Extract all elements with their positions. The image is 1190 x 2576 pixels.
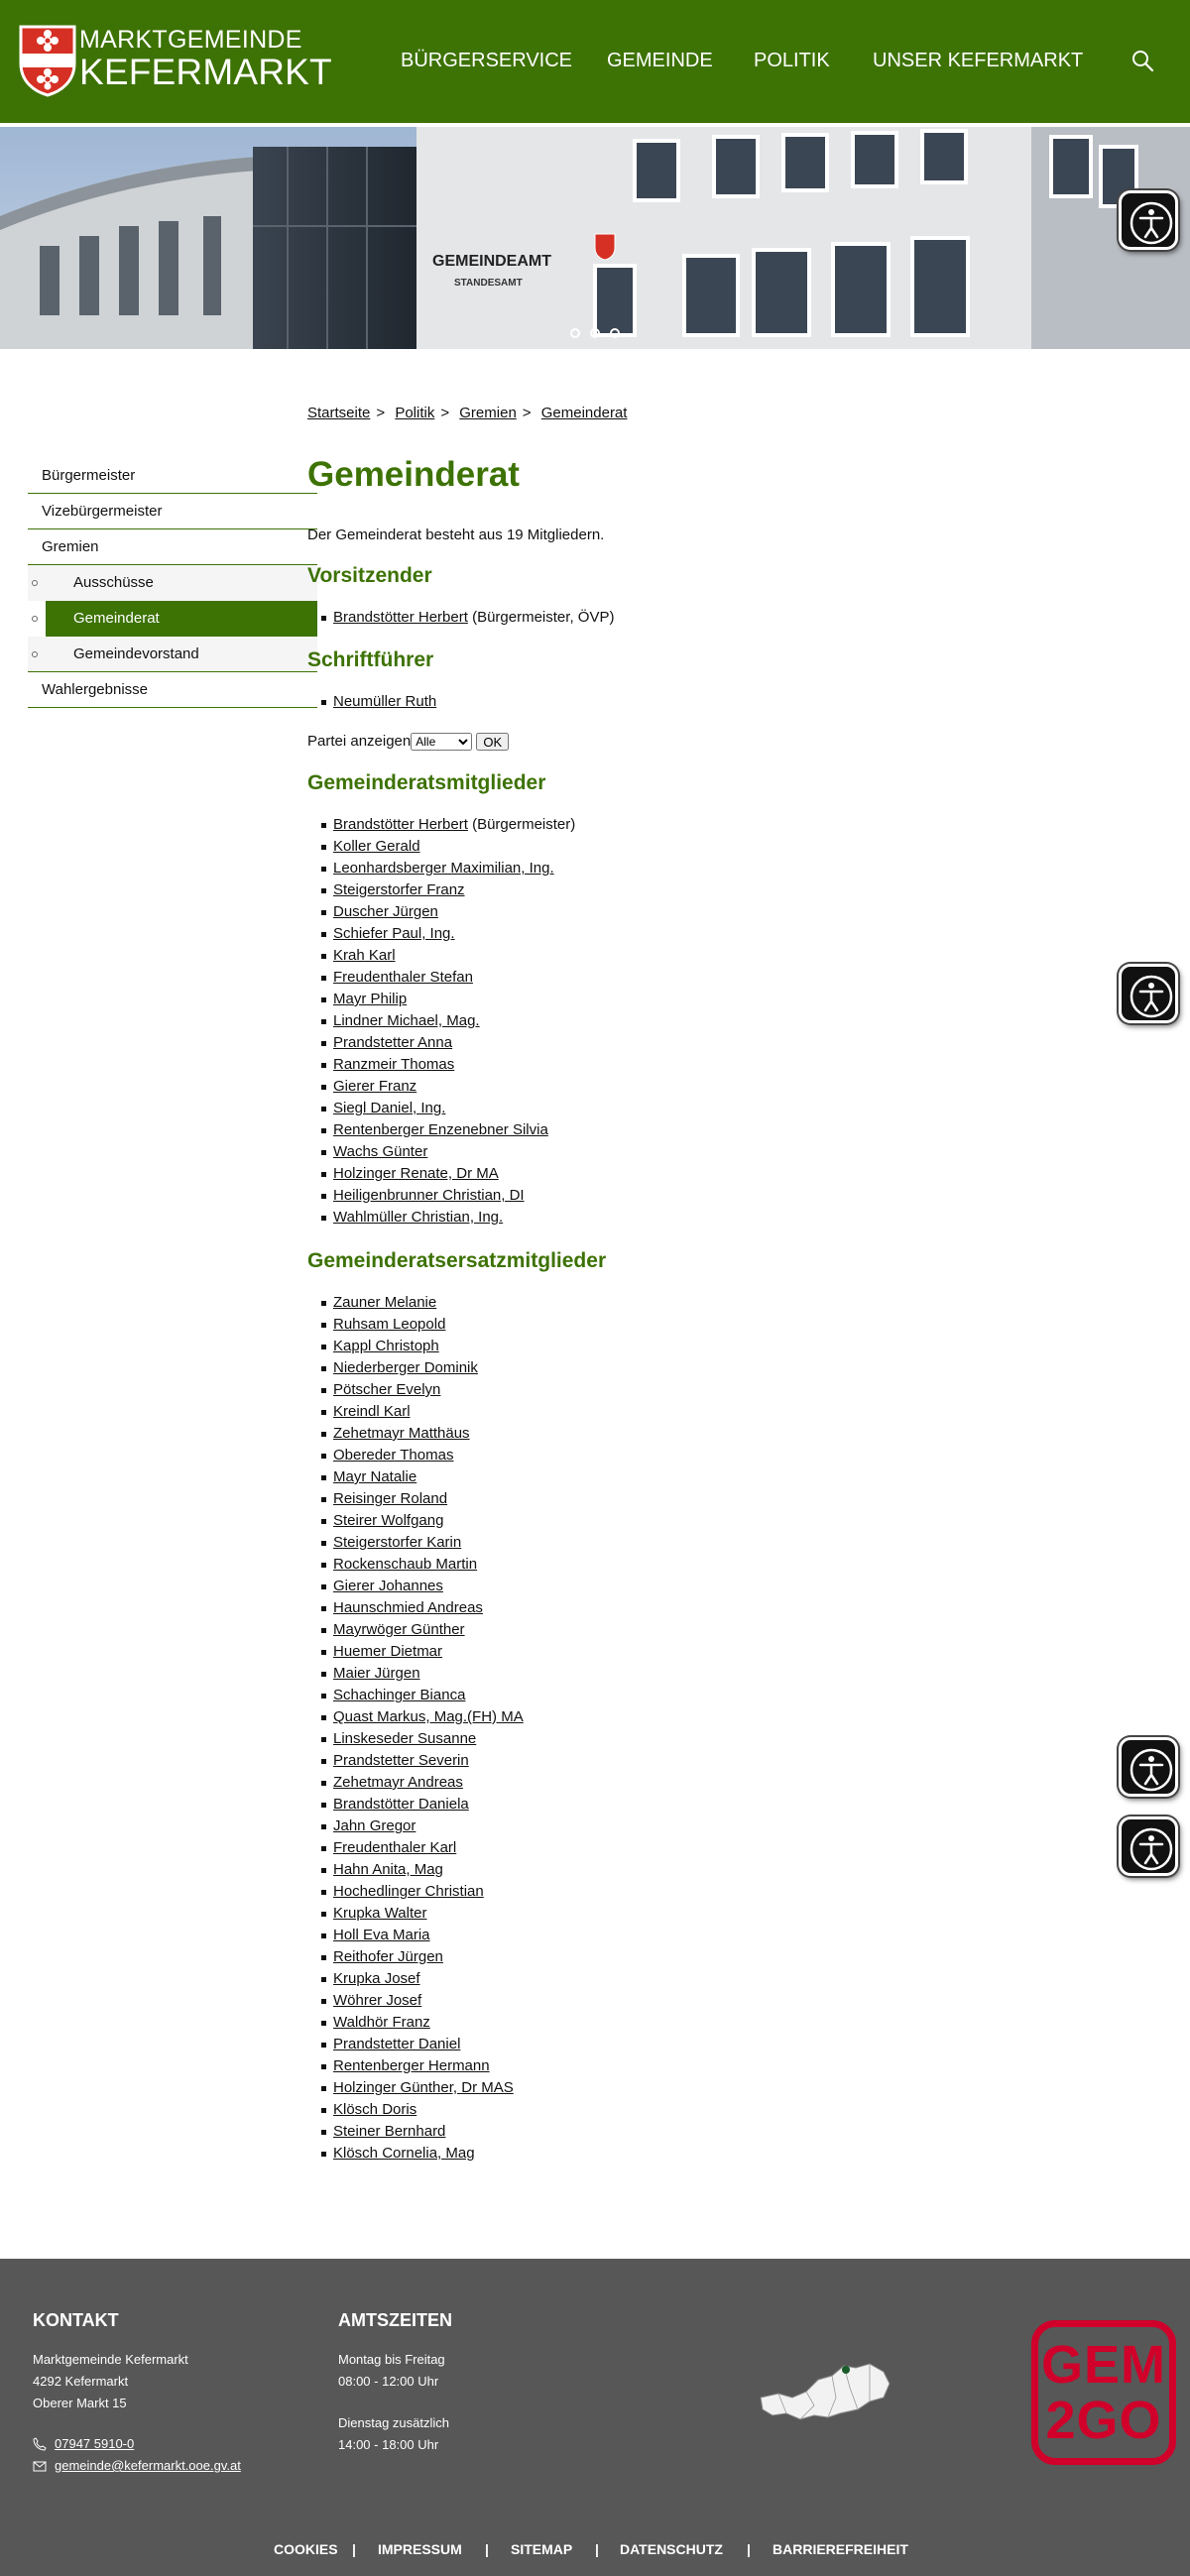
- list-item: [333, 1098, 575, 1119]
- member-link[interactable]: Ranzmeir Thomas: [333, 1056, 455, 1073]
- list-item: [333, 1292, 524, 1314]
- member-link[interactable]: Heiligenbrunner Christian, DI: [333, 1187, 525, 1204]
- member-link[interactable]: Brandstötter Daniela: [333, 1796, 469, 1813]
- member-link[interactable]: Brandstötter Herbert: [333, 816, 468, 833]
- member-link[interactable]: Holl Eva Maria: [333, 1927, 430, 1943]
- member-link[interactable]: Steigerstorfer Franz: [333, 881, 465, 898]
- list-item: [333, 1728, 524, 1750]
- sidebar-item-gremien[interactable]: [28, 529, 317, 565]
- member-link[interactable]: Prandstetter Daniel: [333, 2036, 461, 2052]
- list-item: [333, 1772, 524, 1794]
- list-item: [333, 989, 575, 1010]
- hero-sign-sub: STANDESAMT: [454, 278, 523, 289]
- list-item: [333, 1815, 524, 1837]
- hero-slider: [0, 127, 1190, 349]
- footer-contact-line: Oberer Markt 15: [33, 2396, 127, 2410]
- phone-icon: [33, 2437, 47, 2451]
- footer-email-link[interactable]: gemeinde@kefermarkt.ooe.gv.at: [55, 2458, 241, 2473]
- member-link[interactable]: Steirer Wolfgang: [333, 1512, 444, 1529]
- member-link[interactable]: Kreindl Karl: [333, 1403, 411, 1420]
- member-link[interactable]: Gierer Johannes: [333, 1578, 443, 1594]
- intro-text: Der Gemeinderat besteht aus 19 Mitgliedern.: [307, 527, 605, 543]
- footer-link-separator: |: [595, 2541, 599, 2557]
- member-link[interactable]: Reithofer Jürgen: [333, 1948, 443, 1965]
- accessibility-icon: [1129, 200, 1174, 246]
- member-link[interactable]: Klösch Doris: [333, 2101, 417, 2118]
- accessibility-button[interactable]: [1119, 964, 1178, 1023]
- list-item: [333, 2077, 524, 2099]
- member-link[interactable]: Quast Markus, Mag.(FH) MA: [333, 1708, 524, 1725]
- list-item: [333, 1925, 524, 1946]
- list-item: [333, 691, 436, 713]
- member-link[interactable]: Duscher Jürgen: [333, 903, 438, 920]
- austria-map-icon[interactable]: [759, 2358, 892, 2427]
- sidebar-item-label: Bürgermeister: [42, 467, 136, 484]
- section-heading-vorsitzender: Vorsitzender: [307, 564, 432, 587]
- member-link[interactable]: Mayr Philip: [333, 991, 408, 1007]
- list-item: [333, 1750, 524, 1772]
- circle-bullet-icon: [32, 616, 38, 622]
- footer-link-sitemap[interactable]: SITEMAP: [511, 2541, 573, 2557]
- footer-phone-link[interactable]: 07947 5910-0: [55, 2436, 135, 2451]
- member-link[interactable]: Holzinger Renate, Dr MA: [333, 1165, 499, 1182]
- list-item: [333, 1576, 524, 1597]
- hero-sign-main: GEMEINDEAMT: [432, 253, 551, 270]
- list-item: [333, 1314, 524, 1336]
- list-item: [333, 1903, 524, 1925]
- list-item: [333, 1445, 524, 1466]
- section-heading-schriftfuehrer: Schriftführer: [307, 648, 434, 671]
- member-link[interactable]: Linskeseder Susanne: [333, 1730, 477, 1747]
- member-link[interactable]: Prandstetter Anna: [333, 1034, 453, 1051]
- breadcrumb-politik[interactable]: Politik: [395, 405, 435, 421]
- member-link[interactable]: Huemer Dietmar: [333, 1643, 443, 1660]
- list-item: [333, 836, 575, 858]
- member-link[interactable]: Rentenberger Hermann: [333, 2057, 490, 2074]
- sidebar-item-label: Vizebürgermeister: [42, 503, 163, 520]
- member-link[interactable]: Steigerstorfer Karin: [333, 1534, 462, 1551]
- nav-gemeinde[interactable]: GEMEINDE: [607, 50, 713, 71]
- member-link[interactable]: Haunschmied Andreas: [333, 1599, 483, 1616]
- list-item: [333, 858, 575, 879]
- chair-list: [333, 607, 614, 629]
- member-link[interactable]: Schachinger Bianca: [333, 1687, 466, 1703]
- list-item: [333, 1423, 524, 1445]
- list-item: [333, 1379, 524, 1401]
- member-link[interactable]: Maier Jürgen: [333, 1665, 420, 1682]
- footer-link-cookies[interactable]: COOKIES: [274, 2541, 338, 2557]
- breadcrumb: [307, 405, 627, 421]
- gem2go-logo[interactable]: [1031, 2320, 1176, 2465]
- sidebar-item-label: Wahlergebnisse: [42, 681, 148, 698]
- main-navigation: [0, 50, 1190, 79]
- sidebar-subitem-gemeindevorstand[interactable]: [28, 637, 317, 672]
- member-note: (Bürgermeister, ÖVP): [467, 609, 615, 626]
- gem2go-logo-text: 2GO: [1045, 2391, 1162, 2450]
- member-link[interactable]: Freudenthaler Stefan: [333, 969, 473, 986]
- accessibility-button[interactable]: [1119, 1737, 1178, 1797]
- member-link[interactable]: Rockenschaub Martin: [333, 1556, 478, 1573]
- member-link[interactable]: Rentenberger Enzenebner Silvia: [333, 1121, 548, 1138]
- footer-link-datenschutz[interactable]: DATENSCHUTZ: [620, 2541, 723, 2557]
- list-item: [333, 1990, 524, 2012]
- footer-contact-heading: KONTAKT: [33, 2310, 119, 2330]
- gem2go-logo-text: GEM: [1040, 2335, 1166, 2395]
- accessibility-icon: [1129, 1747, 1174, 1793]
- member-link[interactable]: Zauner Melanie: [333, 1294, 437, 1311]
- member-link[interactable]: Neumüller Ruth: [333, 693, 437, 710]
- list-item: [333, 1357, 524, 1379]
- accessibility-button[interactable]: [1119, 1816, 1178, 1876]
- filter-ok-button[interactable]: OK: [476, 733, 509, 751]
- member-link[interactable]: Pötscher Evelyn: [333, 1381, 441, 1398]
- brand-title-top[interactable]: MARKTGEMEINDE: [79, 26, 302, 54]
- list-item: [333, 1207, 575, 1229]
- slider-dot-3[interactable]: [610, 328, 620, 338]
- member-link[interactable]: Wöhrer Josef: [333, 1992, 422, 2009]
- list-item: [333, 1488, 524, 1510]
- list-item: [333, 1532, 524, 1554]
- list-item: [333, 1706, 524, 1728]
- site-footer: [0, 2259, 1190, 2576]
- member-link[interactable]: Steiner Bernhard: [333, 2123, 446, 2140]
- list-item: [333, 1685, 524, 1706]
- member-link[interactable]: Wachs Günter: [333, 1143, 428, 1160]
- members-list: [333, 814, 575, 1229]
- member-link[interactable]: Prandstetter Severin: [333, 1752, 469, 1769]
- party-filter-label: Partei anzeigen: [307, 733, 412, 750]
- list-item: [333, 607, 614, 629]
- list-item: [333, 1837, 524, 1859]
- member-link[interactable]: Leonhardsberger Maximilian, Ing.: [333, 860, 554, 877]
- list-item: [333, 1141, 575, 1163]
- list-item: [333, 2099, 524, 2121]
- list-item: [333, 945, 575, 967]
- list-item: [333, 2143, 524, 2165]
- member-note: (Bürgermeister): [467, 816, 576, 833]
- member-link[interactable]: Ruhsam Leopold: [333, 1316, 446, 1333]
- member-link[interactable]: Mayrwöger Günther: [333, 1621, 465, 1638]
- section-heading-ersatzmitglieder: Gemeinderatsersatzmitglieder: [307, 1249, 607, 1272]
- nav-politik[interactable]: POLITIK: [754, 50, 830, 71]
- breadcrumb-separator: >: [522, 405, 532, 421]
- member-link[interactable]: Siegl Daniel, Ing.: [333, 1100, 446, 1116]
- list-item: [333, 2034, 524, 2055]
- sidebar-item-label: Ausschüsse: [73, 574, 154, 591]
- breadcrumb-gremien[interactable]: Gremien: [459, 405, 517, 421]
- footer-hours-heading: AMTSZEITEN: [338, 2310, 452, 2330]
- member-link[interactable]: Krupka Walter: [333, 1905, 427, 1922]
- list-item: [333, 1119, 575, 1141]
- list-item: [333, 967, 575, 989]
- sidebar-item-label: Gremien: [42, 538, 99, 555]
- sidebar-item-label: Gemeindevorstand: [73, 645, 199, 662]
- footer-contact-line: Marktgemeinde Kefermarkt: [33, 2352, 188, 2367]
- sidebar-nav: [28, 458, 317, 708]
- party-select[interactable]: [411, 733, 472, 751]
- nav-buergerservice[interactable]: BÜRGERSERVICE: [401, 50, 573, 71]
- footer-link-separator: |: [747, 2541, 751, 2557]
- footer-link-separator: |: [352, 2541, 356, 2557]
- search-icon[interactable]: [1130, 49, 1154, 72]
- list-item: [333, 1663, 524, 1685]
- list-item: [333, 1163, 575, 1185]
- member-link[interactable]: Reisinger Roland: [333, 1490, 448, 1507]
- list-item: [333, 1076, 575, 1098]
- list-item: [333, 901, 575, 923]
- member-link[interactable]: Krupka Josef: [333, 1970, 420, 1987]
- footer-contact-line: 4292 Kefermarkt: [33, 2374, 129, 2389]
- footer-hours-line: 08:00 - 12:00 Uhr: [338, 2374, 439, 2389]
- list-item: [333, 1032, 575, 1054]
- member-link[interactable]: Krah Karl: [333, 947, 396, 964]
- list-item: [333, 2121, 524, 2143]
- list-item: [333, 1619, 524, 1641]
- member-link[interactable]: Freudenthaler Karl: [333, 1839, 457, 1856]
- section-heading-mitglieder: Gemeinderatsmitglieder: [307, 771, 546, 794]
- footer-hours-line: Dienstag zusätzlich: [338, 2415, 449, 2430]
- list-item: [333, 1859, 524, 1881]
- list-item: [333, 1185, 575, 1207]
- member-link[interactable]: Wahlmüller Christian, Ing.: [333, 1209, 504, 1226]
- sidebar-item-wahlergebnisse[interactable]: [28, 672, 317, 708]
- footer-link-separator: |: [485, 2541, 489, 2557]
- member-link[interactable]: Koller Gerald: [333, 838, 420, 855]
- member-link[interactable]: Klösch Cornelia, Mag: [333, 2145, 475, 2162]
- member-link[interactable]: Mayr Natalie: [333, 1468, 417, 1485]
- member-link[interactable]: Lindner Michael, Mag.: [333, 1012, 480, 1029]
- footer-hours-line: 14:00 - 18:00 Uhr: [338, 2437, 439, 2452]
- sidebar-item-label: Gemeinderat: [73, 610, 160, 627]
- nav-unser-kefermarkt[interactable]: UNSER KEFERMARKT: [873, 50, 1084, 71]
- secretary-list: [333, 691, 436, 713]
- sidebar-item-vizebuergermeister[interactable]: [28, 494, 317, 529]
- member-link[interactable]: Jahn Gregor: [333, 1817, 416, 1834]
- member-link[interactable]: Zehetmayr Matthäus: [333, 1425, 470, 1442]
- circle-bullet-icon: [32, 580, 38, 586]
- brand-title-bottom[interactable]: KEFERMARKT: [79, 52, 332, 92]
- hero-image: [0, 127, 1190, 349]
- page-title: Gemeinderat: [307, 455, 520, 494]
- member-link[interactable]: Brandstötter Herbert: [333, 609, 468, 626]
- member-link[interactable]: Niederberger Dominik: [333, 1359, 478, 1376]
- sidebar-item-buergermeister[interactable]: [28, 458, 317, 494]
- mail-icon: [33, 2459, 47, 2473]
- list-item: [333, 1466, 524, 1488]
- accessibility-button[interactable]: [1119, 190, 1178, 250]
- list-item: [333, 1946, 524, 1968]
- list-item: [333, 1054, 575, 1076]
- list-item: [333, 923, 575, 945]
- footer-bottom-links: [0, 2541, 1190, 2561]
- accessibility-icon: [1129, 1826, 1174, 1872]
- list-item: [333, 1881, 524, 1903]
- list-item: [333, 1641, 524, 1663]
- list-item: [333, 1968, 524, 1990]
- list-item: [333, 1336, 524, 1357]
- member-link[interactable]: Hochedlinger Christian: [333, 1883, 484, 1900]
- member-link[interactable]: Obereder Thomas: [333, 1447, 454, 1464]
- member-link[interactable]: Schiefer Paul, Ing.: [333, 925, 455, 942]
- accessibility-icon: [1129, 974, 1174, 1019]
- site-header: [0, 0, 1190, 123]
- list-item: [333, 1554, 524, 1576]
- list-item: [333, 879, 575, 901]
- sidebar-subitem-ausschuesse[interactable]: [28, 565, 317, 601]
- footer-hours-line: Montag bis Freitag: [338, 2352, 445, 2367]
- sidebar-subitem-gemeinderat[interactable]: [46, 601, 317, 637]
- member-link[interactable]: Hahn Anita, Mag: [333, 1861, 443, 1878]
- footer-link-barrierefreiheit[interactable]: BARRIEREFREIHEIT: [773, 2541, 908, 2557]
- list-item: [333, 2055, 524, 2077]
- slider-dot-2[interactable]: [590, 328, 600, 338]
- footer-link-impressum[interactable]: IMPRESSUM: [378, 2541, 462, 2557]
- circle-bullet-icon: [32, 651, 38, 657]
- breadcrumb-startseite[interactable]: Startseite: [307, 405, 371, 421]
- substitutes-list: [333, 1292, 524, 2165]
- list-item: [333, 1401, 524, 1423]
- member-link[interactable]: Gierer Franz: [333, 1078, 417, 1095]
- list-item: [333, 1794, 524, 1815]
- list-item: [333, 1010, 575, 1032]
- member-link[interactable]: Holzinger Günther, Dr MAS: [333, 2079, 514, 2096]
- slider-dot-1[interactable]: [570, 328, 580, 338]
- party-filter: [307, 733, 509, 751]
- breadcrumb-separator: >: [440, 405, 450, 421]
- list-item: [333, 814, 575, 836]
- member-link[interactable]: Zehetmayr Andreas: [333, 1774, 463, 1791]
- member-link[interactable]: Kappl Christoph: [333, 1338, 439, 1354]
- list-item: [333, 1510, 524, 1532]
- list-item: [333, 1597, 524, 1619]
- list-item: [333, 2012, 524, 2034]
- breadcrumb-gemeinderat[interactable]: Gemeinderat: [540, 405, 628, 421]
- member-link[interactable]: Waldhör Franz: [333, 2014, 430, 2031]
- breadcrumb-separator: >: [376, 405, 386, 421]
